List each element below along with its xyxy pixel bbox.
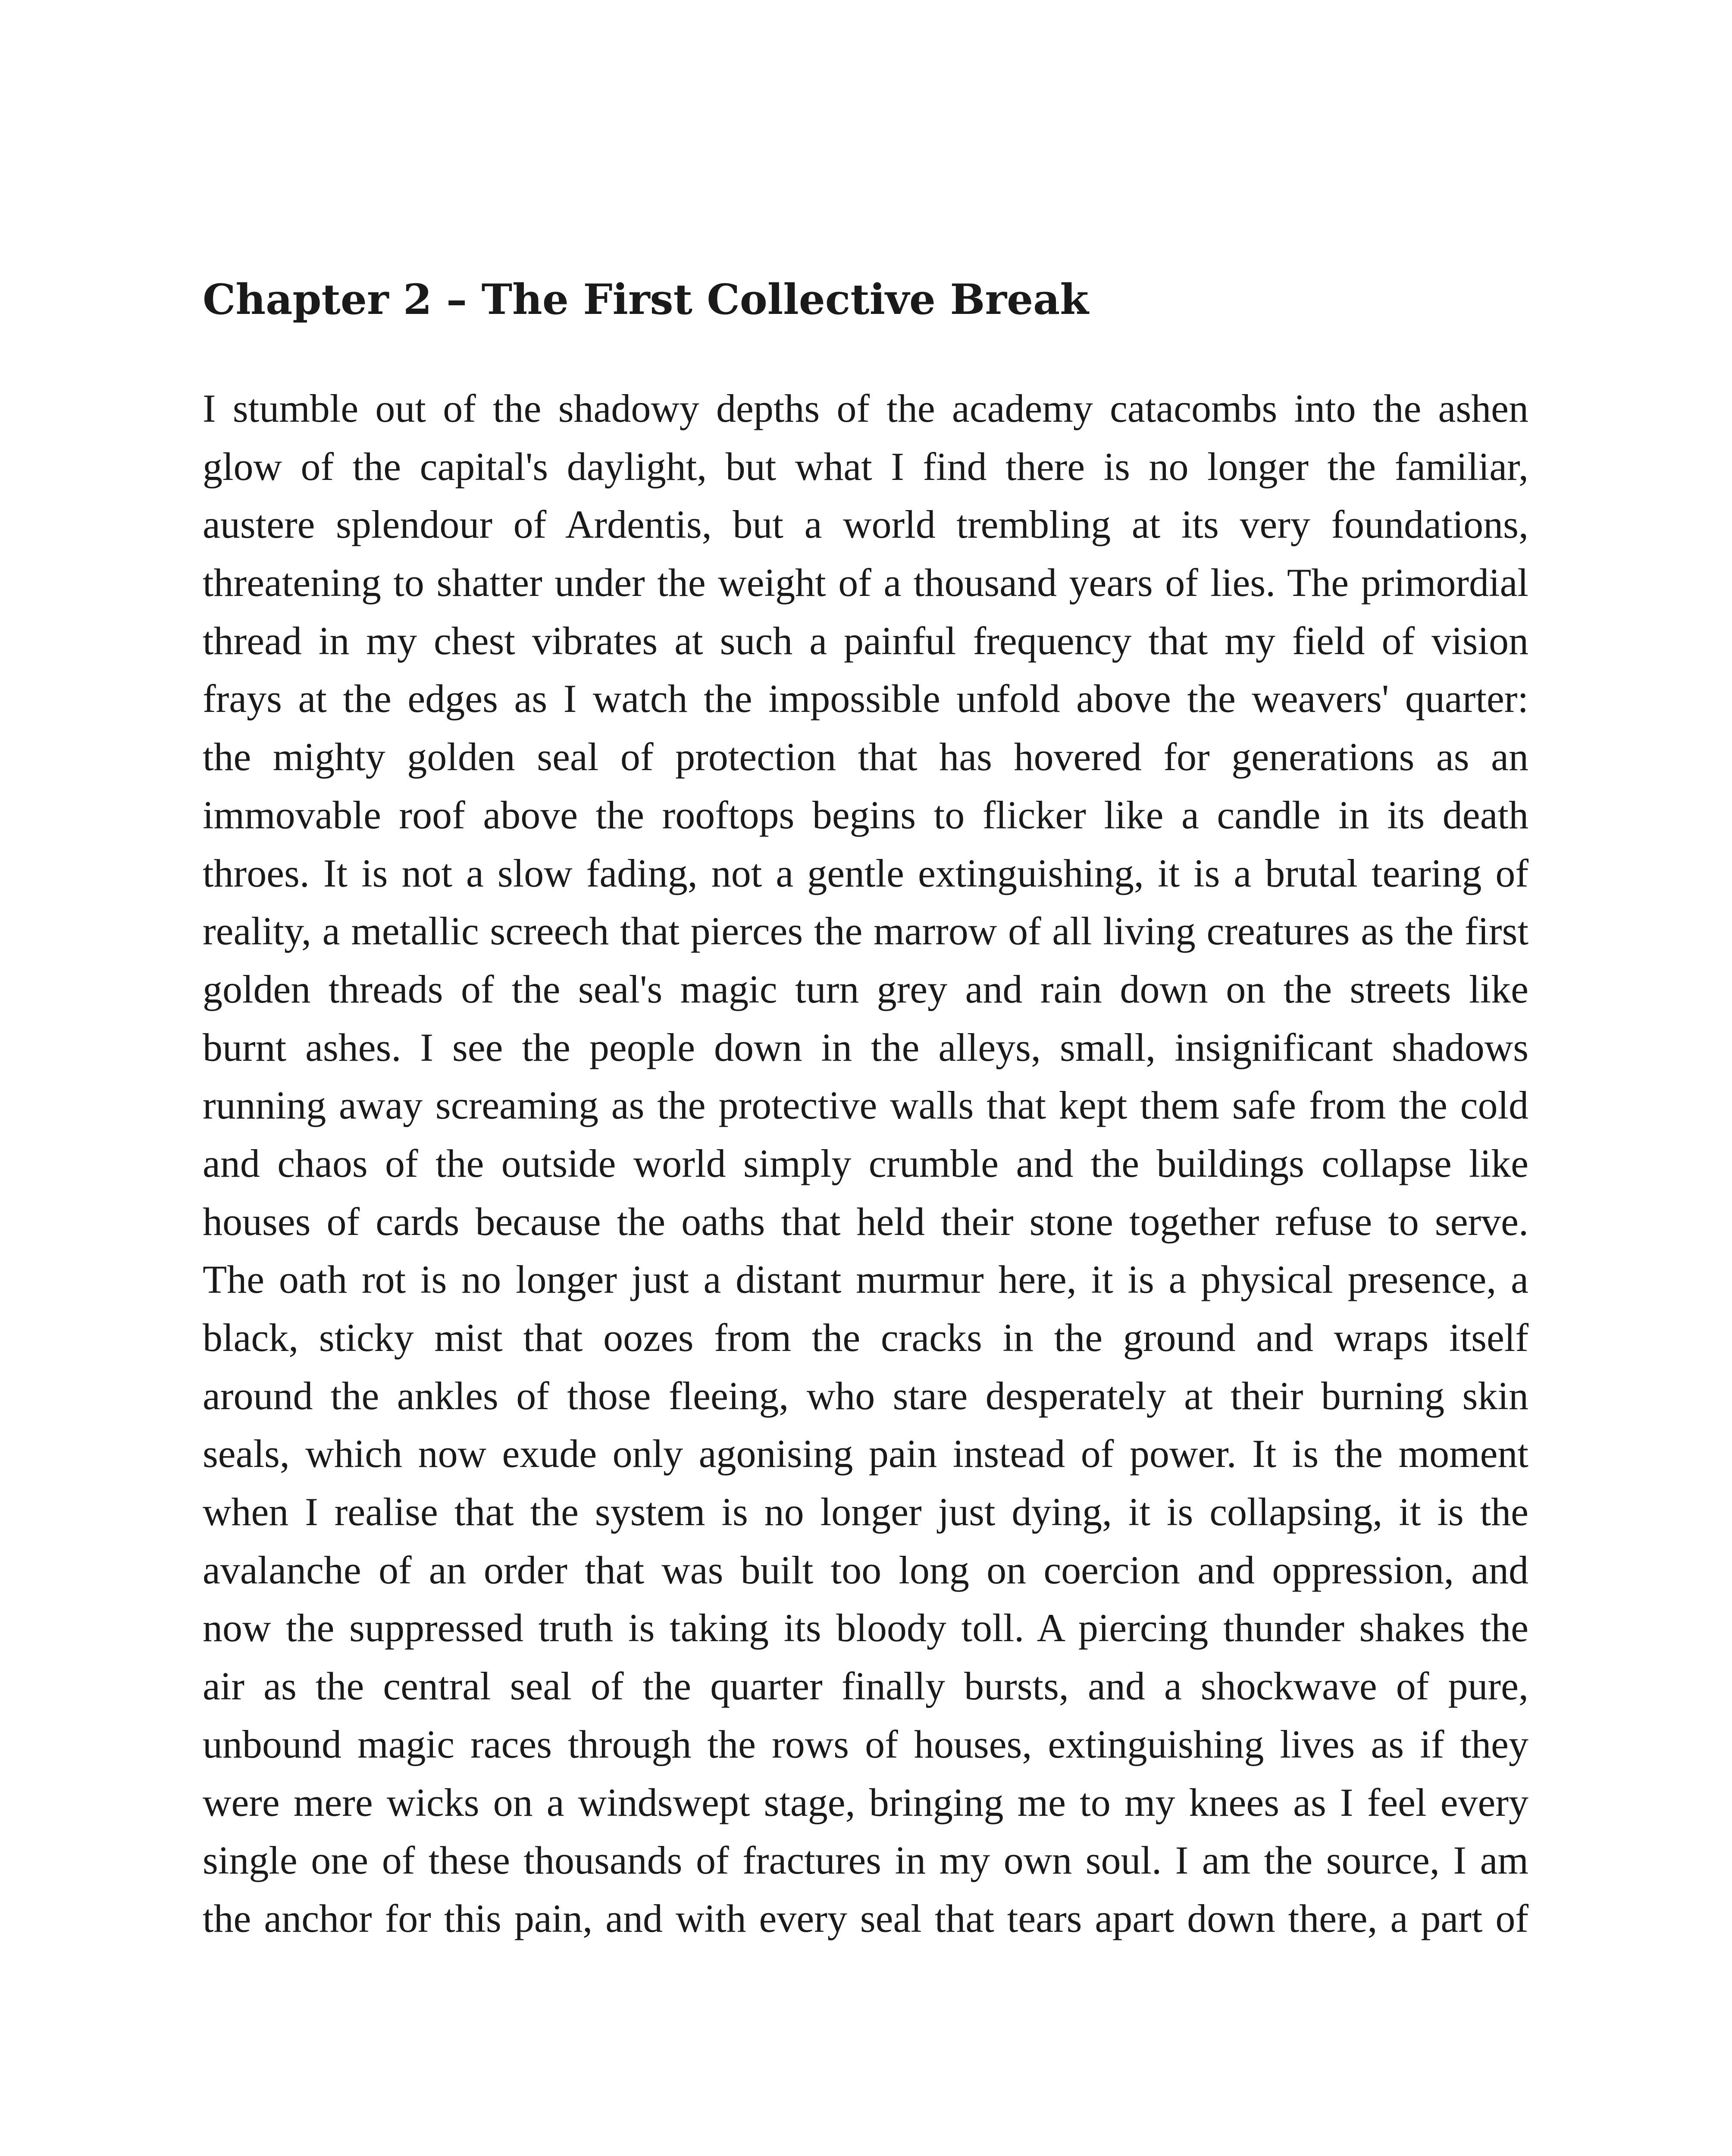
text-line: austere splendour of Ardentis, but a world trembling at its very foundations, [203,502,1528,547]
text-line: black, sticky mist that oozes from the cracks in the ground and wraps itself [203,1316,1528,1360]
text-line: I stumble out of the shadowy depths of the academy catacombs into the ashen [203,386,1528,430]
text-line: the anchor for this pain, and with every seal that tears apart down there, a part of [203,1896,1528,1940]
text-line: houses of cards because the oaths that held their stone together refuse to serve. [203,1199,1528,1244]
text-line: burnt ashes. I see the people down in the alleys, small, insignificant shadows [203,1025,1528,1069]
text-line: The oath rot is no longer just a distant murmur here, it is a physical presence, a [203,1257,1528,1302]
chapter-title: Chapter 2 – The First Collective Break [203,275,1089,324]
text-line: now the suppressed truth is taking its bloody toll. A piercing thunder shakes the [203,1606,1528,1650]
text-line: running away screaming as the protective walls that kept them safe from the cold [203,1083,1528,1128]
text-line: were mere wicks on a windswept stage, bringing me to my knees as I feel every [203,1780,1528,1824]
text-line: when I realise that the system is no longer just dying, it is collapsing, it is the [203,1490,1528,1534]
body-paragraph [203,379,1528,1948]
text-line: frays at the edges as I watch the impossible unfold above the weavers' quarter: [203,677,1528,721]
text-line: unbound magic races through the rows of houses, extinguishing lives as if they [203,1722,1528,1766]
text-line: air as the central seal of the quarter finally bursts, and a shockwave of pure, [203,1664,1528,1708]
text-line: glow of the capital's daylight, but what I find there is no longer the familiar, [203,444,1528,489]
text-line: immovable roof above the rooftops begins to flicker like a candle in its death [203,793,1528,837]
text-line: around the ankles of those fleeing, who stare desperately at their burning skin [203,1373,1528,1418]
text-line: thread in my chest vibrates at such a painful frequency that my field of vision [203,618,1528,663]
text-line: throes. It is not a slow fading, not a gentle extinguishing, it is a brutal tearing of [203,851,1528,895]
text-line: seals, which now exude only agonising pain instead of power. It is the moment [203,1432,1528,1476]
text-line: single one of these thousands of fractures in my own soul. I am the source, I am [203,1838,1528,1883]
text-line: threatening to shatter under the weight of a thousand years of lies. The primordial [203,561,1528,605]
text-line: avalanche of an order that was built too long on coercion and oppression, and [203,1548,1528,1592]
text-line: and chaos of the outside world simply crumble and the buildings collapse like [203,1141,1528,1185]
text-line: the mighty golden seal of protection that has hovered for generations as an [203,735,1528,779]
text-line: golden threads of the seal's magic turn grey and rain down on the streets like [203,967,1528,1011]
text-line: reality, a metallic screech that pierces the marrow of all living creatures as the first [203,909,1528,953]
